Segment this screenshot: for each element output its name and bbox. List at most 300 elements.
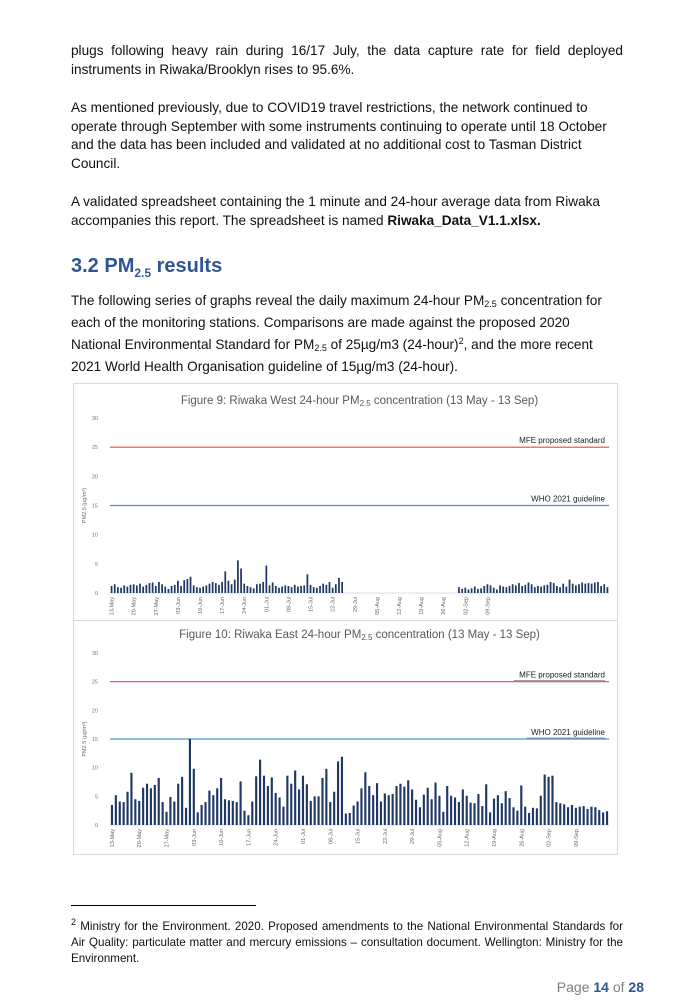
bar xyxy=(555,802,557,825)
bar xyxy=(313,587,315,593)
bar xyxy=(205,585,207,593)
figure-10-chart xyxy=(73,620,618,855)
bar xyxy=(512,584,514,593)
bar xyxy=(310,801,312,825)
x-tick-label: 29-Jul xyxy=(410,829,417,844)
bar xyxy=(234,580,236,593)
x-tick-label: 03-Jun xyxy=(175,597,182,614)
bar xyxy=(183,580,185,593)
footnote-text: Ministry for the Environment. 2020. Proposed amendments to the National Environmental Standards for Air Quality: particulate matter and mercury emissions – consultation document. Wellington: Ministry for the Environment. xyxy=(71,920,623,965)
bar xyxy=(461,589,463,593)
x-tick-label: 22-Jul xyxy=(330,597,337,612)
bar xyxy=(464,588,466,593)
bar xyxy=(581,583,583,594)
bar xyxy=(395,786,397,825)
bar xyxy=(502,587,504,593)
bar xyxy=(173,801,175,825)
bar xyxy=(279,797,281,825)
bar xyxy=(434,783,436,825)
bar xyxy=(423,795,425,825)
bar xyxy=(126,792,128,825)
bar xyxy=(255,776,257,825)
bar xyxy=(290,784,292,825)
bar xyxy=(123,802,125,825)
section-title-pre: PM xyxy=(104,255,135,277)
bar xyxy=(473,803,475,825)
section-number: 3.2 xyxy=(71,255,99,277)
x-tick-label: 17-Jun xyxy=(220,597,227,614)
bar xyxy=(528,813,530,825)
bar xyxy=(565,587,567,593)
bar xyxy=(272,583,274,594)
bar xyxy=(578,584,580,593)
chart-title-sub: 2.5 xyxy=(361,633,373,642)
bar xyxy=(575,808,577,825)
bar xyxy=(262,582,264,593)
bar xyxy=(134,799,136,825)
bar xyxy=(584,584,586,593)
bar xyxy=(215,583,217,593)
bar xyxy=(284,585,286,593)
bar xyxy=(278,588,280,593)
bar xyxy=(115,795,117,825)
bar xyxy=(294,585,296,593)
y-tick-label: 15 xyxy=(91,503,98,510)
y-axis-label: PM2.5 (µg/m³) xyxy=(82,721,88,757)
bar xyxy=(204,802,206,825)
bar xyxy=(431,799,433,825)
section-heading xyxy=(71,255,222,280)
bar xyxy=(407,780,409,825)
bar xyxy=(493,588,495,593)
bar xyxy=(208,791,210,825)
bar xyxy=(607,587,609,593)
y-tick-label: 20 xyxy=(91,474,98,481)
bar xyxy=(133,584,135,593)
bar xyxy=(583,806,585,825)
chart-title-post: concentration (13 May - 13 Sep) xyxy=(372,629,540,641)
section-title-sub: 2.5 xyxy=(134,266,152,280)
bar xyxy=(193,585,195,593)
reference-line-label: WHO 2021 guideline xyxy=(531,494,605,504)
bar xyxy=(380,801,382,825)
paragraph-covid-network: As mentioned previously, due to COVID19 travel restrictions, the network continued to operate through September with some instruments continuing to operate until 18 October and the data has been included and validated at no additional cost to Tasman District Council. xyxy=(71,100,607,171)
bar xyxy=(243,811,245,825)
bar xyxy=(161,584,163,593)
bar xyxy=(150,788,152,825)
bar xyxy=(240,569,242,594)
bar xyxy=(337,761,339,825)
bar xyxy=(419,807,421,825)
bar xyxy=(322,584,324,593)
bar xyxy=(247,815,249,825)
bar xyxy=(177,581,179,593)
bar xyxy=(288,586,290,593)
bar xyxy=(250,587,252,593)
y-tick-label: 10 xyxy=(91,765,98,772)
reference-line-label: MFE proposed standard xyxy=(519,436,605,446)
bar xyxy=(590,807,592,825)
bar xyxy=(598,810,600,825)
chart-title-post: concentration (13 May - 13 Sep) xyxy=(370,395,539,407)
bar xyxy=(171,586,173,593)
bar xyxy=(158,778,160,825)
page-current: 14 xyxy=(593,979,609,995)
bar xyxy=(534,587,536,593)
intro-a: The following series of graphs reveal the daily maximum 24-hour PM xyxy=(71,293,485,308)
bar xyxy=(524,585,526,593)
bar xyxy=(196,587,198,593)
bar xyxy=(201,805,203,825)
bar xyxy=(487,584,489,593)
bar xyxy=(559,803,561,825)
bar xyxy=(415,800,417,825)
bar xyxy=(477,589,479,593)
bar xyxy=(180,586,182,593)
bar xyxy=(509,586,511,593)
bar xyxy=(509,798,511,825)
bar xyxy=(411,789,413,825)
bar xyxy=(232,801,234,825)
bar xyxy=(228,800,230,825)
bar xyxy=(282,807,284,825)
bar xyxy=(314,796,316,825)
paragraph-data-capture: plugs following heavy rain during 16/17 July, the data capture rate for field deployed instruments in Riwaka/Brooklyn rises to 95.6%. xyxy=(71,43,623,77)
y-tick-label: 25 xyxy=(91,445,98,452)
x-tick-label: 13-May xyxy=(109,829,116,848)
bar xyxy=(187,579,189,593)
bar xyxy=(521,586,523,593)
bar xyxy=(388,795,390,825)
bar xyxy=(345,814,347,825)
chart-title-pre: Figure 10: Riwaka East 24-hour PM xyxy=(179,629,362,641)
bar xyxy=(154,785,156,825)
bar xyxy=(297,587,299,593)
bar xyxy=(181,777,183,825)
bar xyxy=(302,776,304,825)
bar xyxy=(259,760,261,825)
paragraph-intro xyxy=(71,292,623,376)
bar xyxy=(586,809,588,825)
bar xyxy=(446,786,448,825)
bar xyxy=(485,784,487,825)
paragraph-spreadsheet xyxy=(71,193,623,230)
bar xyxy=(353,806,355,825)
bar xyxy=(202,587,204,593)
x-tick-label: 22-Jul xyxy=(382,829,389,844)
y-tick-label: 10 xyxy=(91,532,98,539)
bar xyxy=(114,584,116,593)
bar xyxy=(520,785,522,825)
x-tick-label: 01-Jul xyxy=(264,597,271,612)
bar xyxy=(130,773,132,825)
bar xyxy=(240,781,242,825)
x-tick-label: 27-May xyxy=(153,597,160,616)
bar xyxy=(442,812,444,825)
bar xyxy=(224,799,226,825)
bar xyxy=(321,778,323,825)
bar xyxy=(329,582,331,593)
bar xyxy=(111,586,113,593)
y-tick-label: 5 xyxy=(94,561,98,568)
bar xyxy=(275,793,277,825)
section-title-post: results xyxy=(151,255,223,277)
y-axis-label: PM2.5 (µg/m³) xyxy=(82,487,88,524)
bar xyxy=(127,587,129,593)
bar xyxy=(471,588,473,593)
bar xyxy=(193,769,195,825)
y-tick-label: 25 xyxy=(91,679,98,686)
bar xyxy=(483,586,485,593)
bar xyxy=(438,796,440,825)
bar xyxy=(146,784,148,825)
bar xyxy=(325,585,327,593)
bar xyxy=(368,786,370,825)
bar xyxy=(594,583,596,594)
bar xyxy=(505,587,507,593)
bar xyxy=(271,777,273,825)
bar xyxy=(563,804,565,825)
x-tick-label: 24-Jun xyxy=(242,597,249,614)
bar xyxy=(218,585,220,593)
x-tick-label: 10-Jun xyxy=(198,597,205,614)
bar xyxy=(528,583,530,594)
bar xyxy=(216,788,218,825)
bar xyxy=(142,587,144,593)
x-tick-label: 05-Aug xyxy=(437,829,444,847)
bar xyxy=(364,772,366,825)
bar xyxy=(376,783,378,825)
intro-a-sub: 2.5 xyxy=(484,299,497,309)
chart-title xyxy=(179,629,540,642)
bar xyxy=(142,788,144,825)
page-label: Page xyxy=(556,979,594,995)
x-tick-label: 19-Aug xyxy=(419,597,426,615)
bar xyxy=(588,583,590,593)
chart-title-pre: Figure 9: Riwaka West 24-hour PM xyxy=(180,395,360,407)
bar xyxy=(236,802,238,825)
bar xyxy=(466,796,468,825)
bar xyxy=(281,587,283,593)
bar xyxy=(123,585,125,593)
page-number xyxy=(557,979,644,995)
bar xyxy=(602,812,604,825)
bar xyxy=(231,584,233,593)
bar xyxy=(185,808,187,825)
intro-c-sup: 2 xyxy=(458,336,464,347)
bar xyxy=(550,582,552,593)
x-tick-label: 02-Sep xyxy=(546,829,553,847)
footnote-number: 2 xyxy=(71,917,77,927)
bar xyxy=(138,801,140,825)
figure-9-chart xyxy=(73,383,618,622)
bar xyxy=(177,784,179,825)
bar xyxy=(169,797,171,825)
figure-9-svg xyxy=(74,384,617,621)
bar xyxy=(349,813,351,825)
bar xyxy=(329,802,331,825)
bar xyxy=(269,585,271,593)
bar xyxy=(253,588,255,593)
bar xyxy=(548,777,550,825)
bar xyxy=(597,582,599,593)
bar xyxy=(298,789,300,825)
y-tick-label: 30 xyxy=(91,416,98,422)
bar xyxy=(594,807,596,825)
bar xyxy=(544,775,546,825)
bar xyxy=(540,587,542,593)
bar xyxy=(497,795,499,825)
bar xyxy=(490,585,492,593)
bar xyxy=(540,796,542,825)
bar xyxy=(263,776,265,825)
bar xyxy=(174,585,176,593)
bar xyxy=(224,571,226,593)
x-tick-label: 12-Aug xyxy=(464,829,471,847)
bar xyxy=(536,808,538,825)
intro-d: , and the more recent 2021 World Health Organisation guideline of 15µg/m3 (24-hour). xyxy=(71,337,593,374)
bar xyxy=(559,587,561,593)
bar xyxy=(291,587,293,593)
bar xyxy=(556,586,558,593)
bar xyxy=(470,803,472,825)
bar xyxy=(149,583,151,593)
bar xyxy=(468,590,470,594)
bar xyxy=(403,787,405,825)
bar xyxy=(480,588,482,593)
bar xyxy=(489,812,491,825)
intro-b-sub: 2.5 xyxy=(314,343,327,354)
bar xyxy=(341,582,343,593)
bar xyxy=(567,807,569,825)
bar xyxy=(501,803,503,825)
x-tick-label: 12-Aug xyxy=(396,597,403,615)
x-tick-label: 01-Jul xyxy=(300,829,307,844)
footnote xyxy=(71,914,623,967)
figure-10-svg xyxy=(74,621,617,854)
bar xyxy=(212,795,214,825)
x-tick-label: 09-Sep xyxy=(485,597,492,615)
x-tick-label: 08-Jul xyxy=(286,597,293,612)
bar xyxy=(512,807,514,825)
footnote-divider xyxy=(71,905,256,906)
bar xyxy=(120,588,122,593)
intro-b: concentration for each of the monitoring stations. Comparisons are made against the proposed 2020 National Environmental Standard for PM xyxy=(71,293,602,353)
chart-title-sub: 2.5 xyxy=(359,399,371,408)
bar xyxy=(450,796,452,825)
x-tick-label: 17-Jun xyxy=(246,829,253,846)
bar xyxy=(259,584,261,593)
bar xyxy=(168,589,170,593)
x-tick-label: 29-Jul xyxy=(352,597,359,612)
spreadsheet-filename: Riwaka_Data_V1.1.xlsx. xyxy=(387,212,541,228)
bar xyxy=(332,588,334,593)
x-tick-label: 15-Jul xyxy=(308,597,315,612)
bar xyxy=(392,794,394,825)
x-tick-label: 26-Aug xyxy=(441,597,448,615)
bar xyxy=(319,586,321,593)
bar xyxy=(164,587,166,593)
bar xyxy=(454,797,456,825)
bar xyxy=(333,792,335,825)
bar xyxy=(474,587,476,593)
bar xyxy=(189,739,191,825)
x-tick-label: 02-Sep xyxy=(463,597,470,615)
bar xyxy=(499,585,501,593)
bar xyxy=(145,585,147,593)
bar xyxy=(155,586,157,593)
paragraph-spreadsheet-text: A validated spreadsheet containing the 1 minute and 24-hour average data from Riwaka accompanies this report. The spreadsheet is named xyxy=(71,194,600,228)
chart-title xyxy=(181,395,539,408)
bar xyxy=(220,778,222,825)
x-tick-label: 20-May xyxy=(137,829,144,848)
bar xyxy=(427,788,429,825)
x-tick-label: 15-Jul xyxy=(355,829,362,844)
bar xyxy=(547,585,549,593)
bar xyxy=(119,801,121,825)
bar xyxy=(524,807,526,825)
bar xyxy=(237,560,239,593)
bar xyxy=(267,786,269,825)
bar xyxy=(300,586,302,593)
bar xyxy=(515,585,517,593)
bar xyxy=(307,574,309,593)
bar xyxy=(165,812,167,825)
bar xyxy=(139,584,141,593)
bar xyxy=(553,583,555,593)
bar xyxy=(303,585,305,593)
bar xyxy=(516,811,518,825)
x-tick-label: 20-May xyxy=(131,597,138,616)
x-tick-label: 05-Aug xyxy=(374,597,381,615)
bar xyxy=(505,791,507,825)
bar xyxy=(518,583,520,593)
reference-line-label: MFE proposed standard xyxy=(519,670,605,680)
y-tick-label: 5 xyxy=(94,794,98,801)
bar xyxy=(247,586,249,593)
bar xyxy=(496,590,498,594)
bar xyxy=(130,585,132,593)
bar xyxy=(199,588,201,593)
bar xyxy=(251,801,253,825)
bar xyxy=(600,586,602,593)
bar xyxy=(325,769,327,825)
bar xyxy=(265,566,267,593)
bar xyxy=(275,586,277,593)
bar xyxy=(341,757,343,825)
intro-c: of 25µg/m3 (24-hour) xyxy=(326,337,459,353)
bar xyxy=(579,807,581,825)
bar xyxy=(136,585,138,593)
reference-line-label: WHO 2021 guideline xyxy=(531,728,605,737)
bar xyxy=(531,584,533,593)
bar xyxy=(571,805,573,825)
x-tick-label: 03-Jun xyxy=(191,829,198,846)
y-tick-label: 0 xyxy=(94,591,98,597)
bar xyxy=(111,805,113,825)
bar xyxy=(360,788,362,825)
bar xyxy=(384,793,386,825)
bar xyxy=(338,578,340,593)
bar xyxy=(335,584,337,593)
x-tick-label: 26-Aug xyxy=(519,829,526,847)
bar xyxy=(399,784,401,825)
bar xyxy=(158,582,160,593)
bar xyxy=(190,577,192,593)
bar xyxy=(493,799,495,825)
bar xyxy=(603,584,605,593)
bar xyxy=(575,585,577,593)
